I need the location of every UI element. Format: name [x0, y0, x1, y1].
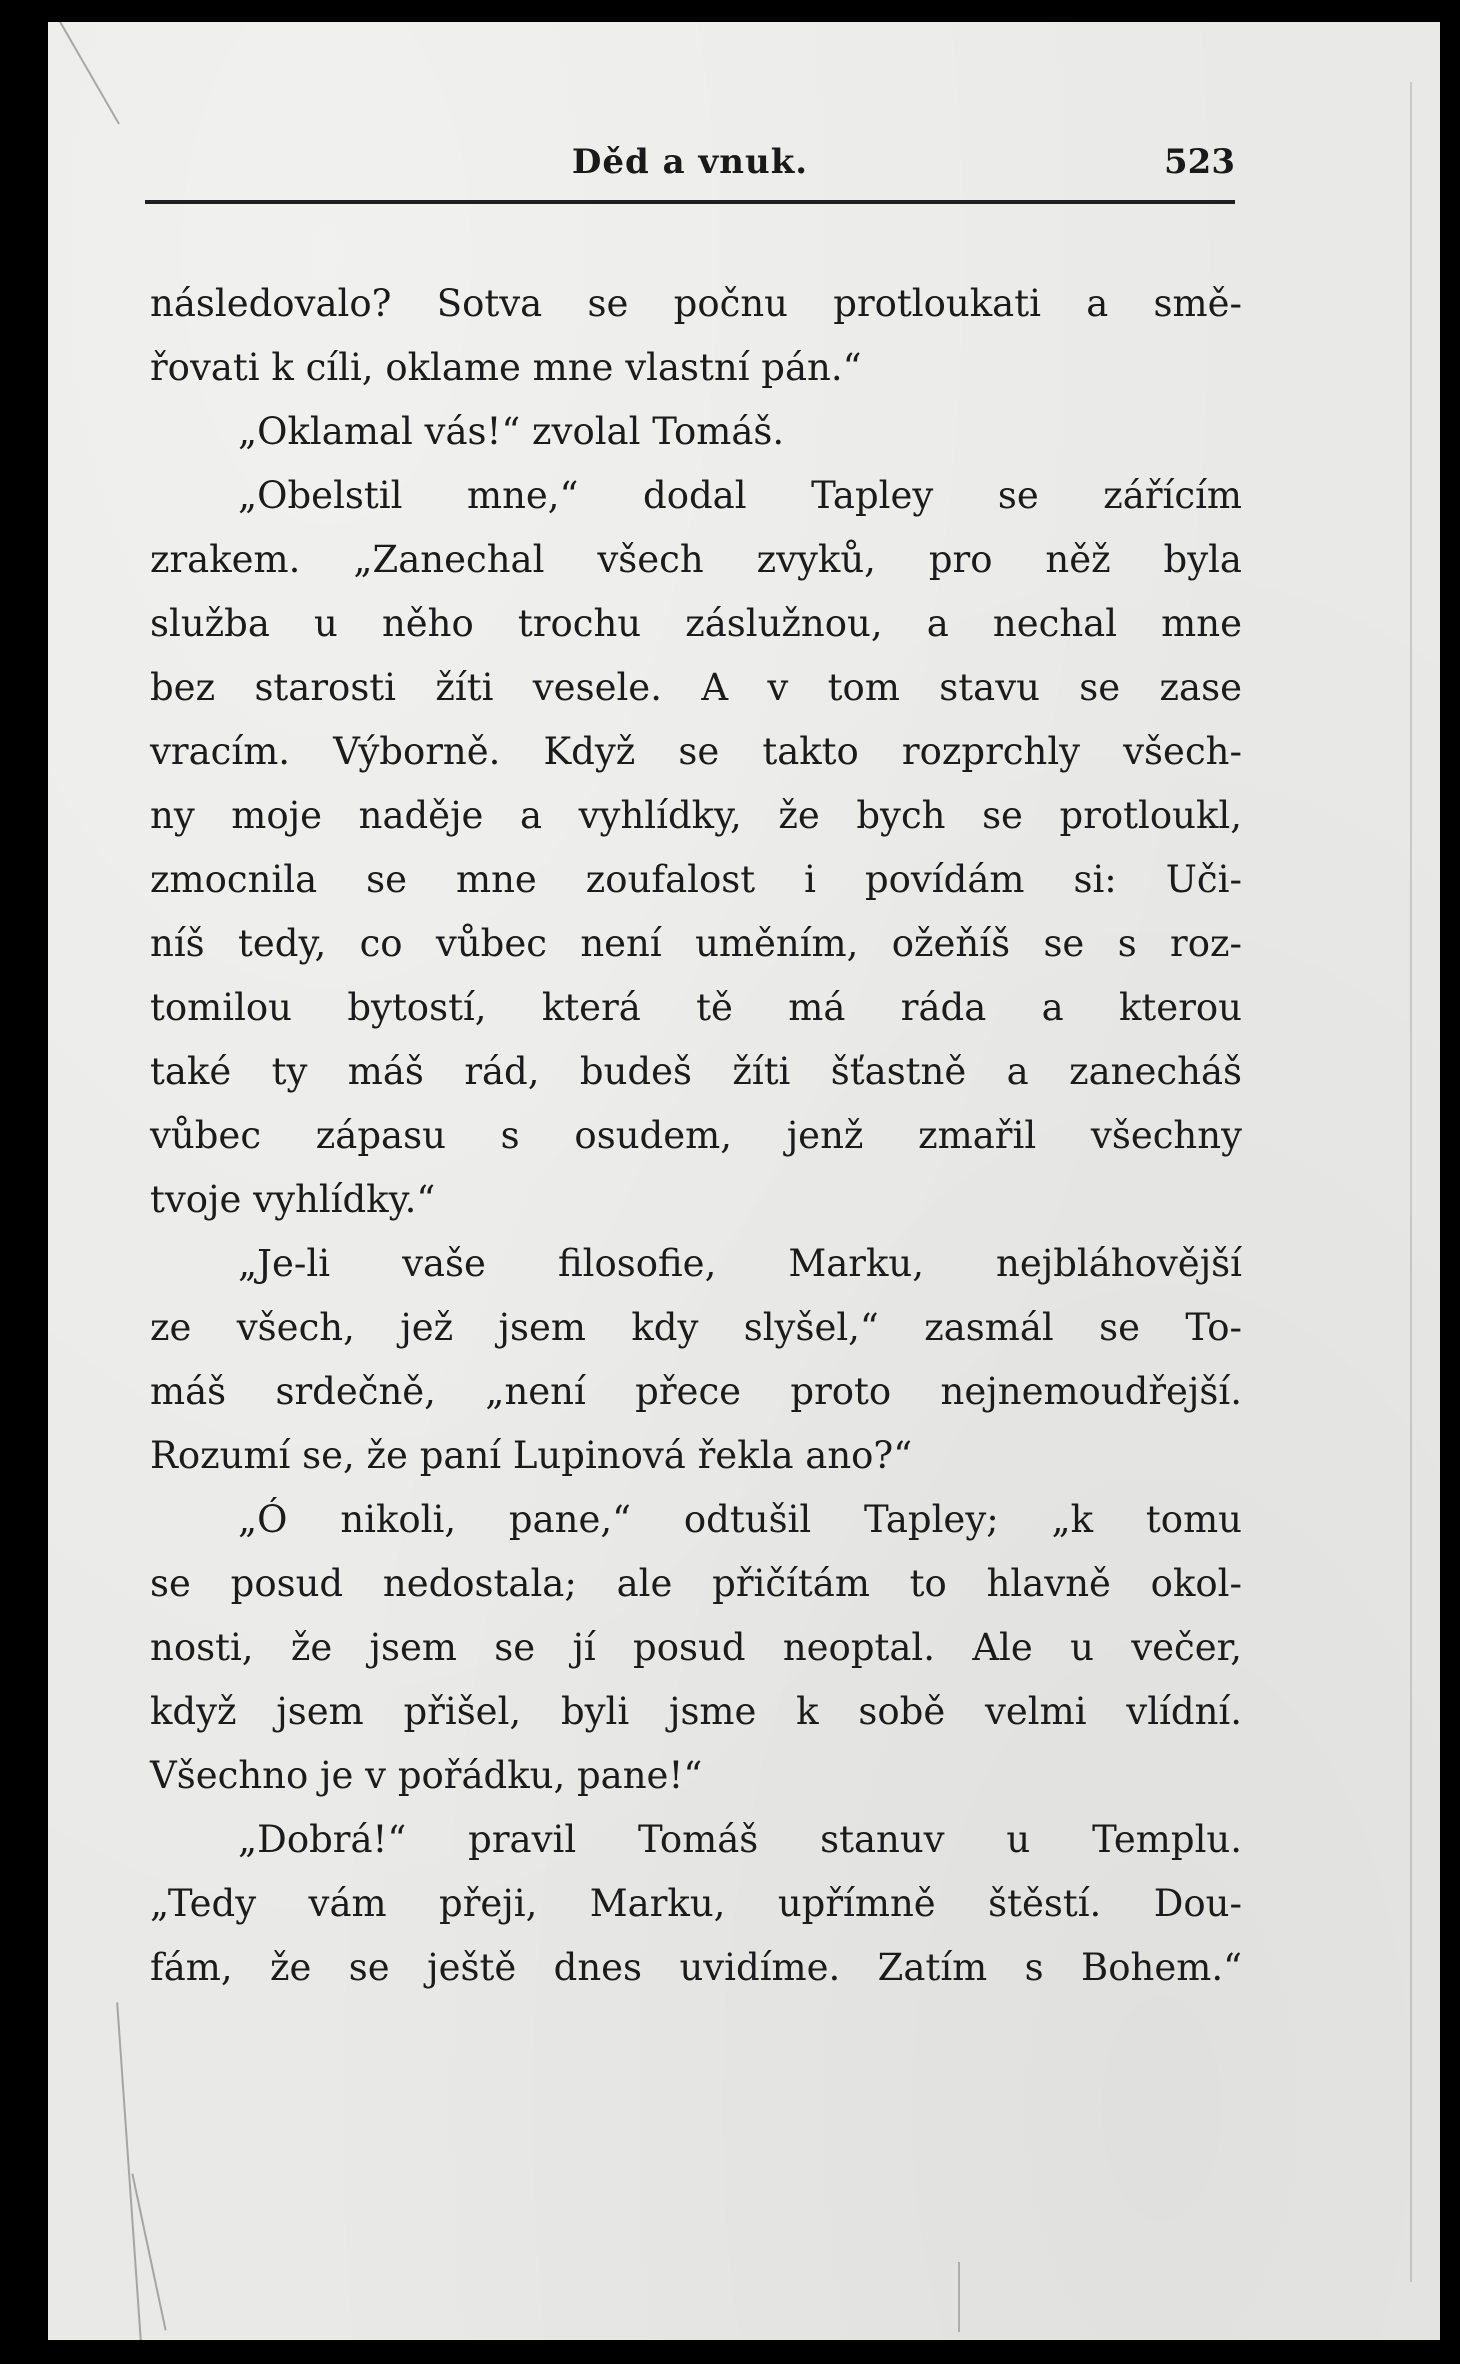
- header-title: Děd a vnuk.: [571, 142, 809, 182]
- page-number: 523: [1164, 142, 1235, 182]
- text-line: služba u něho trochu záslužnou, a nechal mne: [150, 602, 1242, 645]
- text-line: řovati k cíli, oklame mne vlastní pán.“: [150, 346, 862, 389]
- text-line: „Dobrá!“ pravil Tomáš stanuv u Templu.: [238, 1818, 1242, 1861]
- body-text: [150, 272, 1242, 2000]
- text-line: ze všech, jež jsem kdy slyšel,“ zasmál se To-: [150, 1306, 1242, 1349]
- text-line: vracím. Výborně. Když se takto rozprchly všech-: [150, 730, 1242, 773]
- text-line: máš srdečně, „není přece proto nejnemoudřejší.: [150, 1370, 1242, 1413]
- text-line: zmocnila se mne zoufalost i povídám si: Uči-: [150, 858, 1242, 901]
- header-rule: [145, 200, 1235, 204]
- text-line: když jsem přišel, byli jsme k sobě velmi vlídní.: [150, 1690, 1242, 1733]
- scan-scratch-mark: [1410, 82, 1412, 2282]
- text-line: fám, že se ještě dnes uvidíme. Zatím s Bohem.“: [150, 1946, 1242, 1989]
- text-line: bez starosti žíti vesele. A v tom stavu se zase: [150, 666, 1242, 709]
- text-line: následovalo? Sotva se počnu protloukati a smě-: [150, 282, 1242, 325]
- text-line: zrakem. „Zanechal všech zvyků, pro něž byla: [150, 538, 1242, 581]
- text-line: „Tedy vám přeji, Marku, upřímně štěstí. Dou-: [150, 1882, 1242, 1925]
- text-line: nosti, že jsem se jí posud neoptal. Ale u večer,: [150, 1626, 1242, 1669]
- text-line: Všechno je v pořádku, pane!“: [150, 1754, 703, 1797]
- text-line: „Je-li vaše filosofie, Marku, nejbláhovější: [238, 1242, 1242, 1285]
- text-line: „Oklamal vás!“ zvolal Tomáš.: [238, 410, 785, 453]
- text-line: ny moje naděje a vyhlídky, že bych se protloukl,: [150, 794, 1242, 837]
- text-line: tomilou bytostí, která tě má ráda a kterou: [150, 986, 1242, 1029]
- scan-scratch-mark: [58, 22, 120, 124]
- scan-scratch-mark: [958, 2262, 960, 2332]
- scan-scratch-mark: [116, 2002, 142, 2340]
- text-line: tvoje vyhlídky.“: [150, 1178, 436, 1221]
- text-line: Rozumí se, že paní Lupinová řekla ano?“: [150, 1434, 913, 1477]
- text-line: níš tedy, co vůbec není uměním, ožeňíš se s roz-: [150, 922, 1242, 965]
- text-line: vůbec zápasu s osudem, jenž zmařil všechny: [150, 1114, 1242, 1157]
- text-line: se posud nedostala; ale přičítám to hlavně okol-: [150, 1562, 1242, 1605]
- running-head: [145, 130, 1235, 200]
- text-line: také ty máš rád, budeš žíti šťastně a zanecháš: [150, 1050, 1242, 1093]
- text-line: „Ó nikoli, pane,“ odtušil Tapley; „k tomu: [238, 1498, 1242, 1541]
- text-line: „Obelstil mne,“ dodal Tapley se zářícím: [238, 474, 1242, 517]
